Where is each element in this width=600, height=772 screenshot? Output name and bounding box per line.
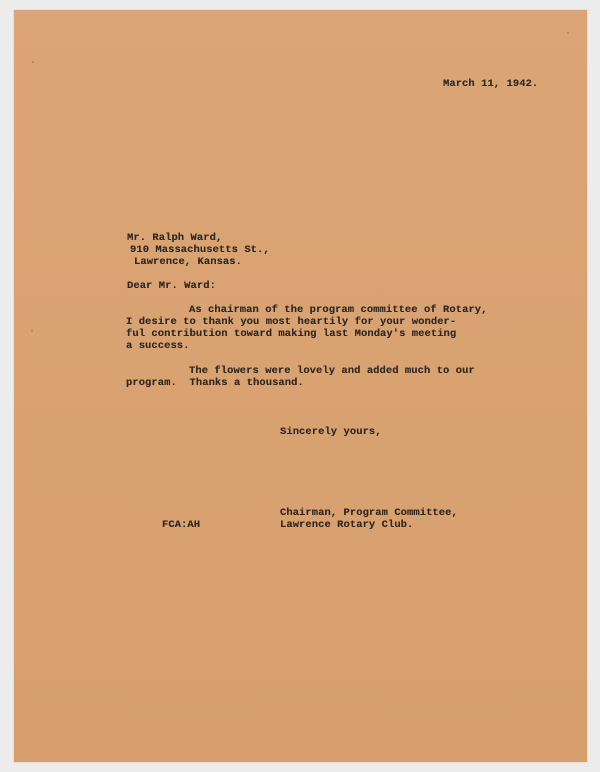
paragraph-1-line-1: As chairman of the program committee of Rotary,: [189, 304, 488, 316]
signature-organization: Lawrence Rotary Club.: [280, 519, 414, 531]
paragraph-2-line-1: The flowers were lovely and added much to our: [189, 365, 475, 377]
paper-speck: [32, 61, 34, 63]
letter-date: March 11, 1942.: [443, 78, 539, 90]
letter-page: [14, 10, 587, 762]
closing: Sincerely yours,: [280, 426, 382, 438]
signature-title: Chairman, Program Committee,: [280, 507, 458, 519]
recipient-name: Mr. Ralph Ward,: [127, 232, 223, 244]
salutation: Dear Mr. Ward:: [127, 280, 216, 292]
paragraph-1-line-3: ful contribution toward making last Monday's meeting: [126, 328, 457, 340]
paragraph-1-line-2: I desire to thank you most heartily for your wonder-: [126, 316, 457, 328]
paper-speck: [31, 330, 33, 332]
recipient-street: 910 Massachusetts St.,: [130, 244, 270, 256]
paragraph-2-line-2: program. Thanks a thousand.: [126, 377, 304, 389]
paragraph-1-line-4: a success.: [126, 340, 190, 352]
recipient-city: Lawrence, Kansas.: [134, 256, 242, 268]
paper-speck: [567, 32, 569, 34]
typist-initials: FCA:AH: [162, 519, 201, 531]
